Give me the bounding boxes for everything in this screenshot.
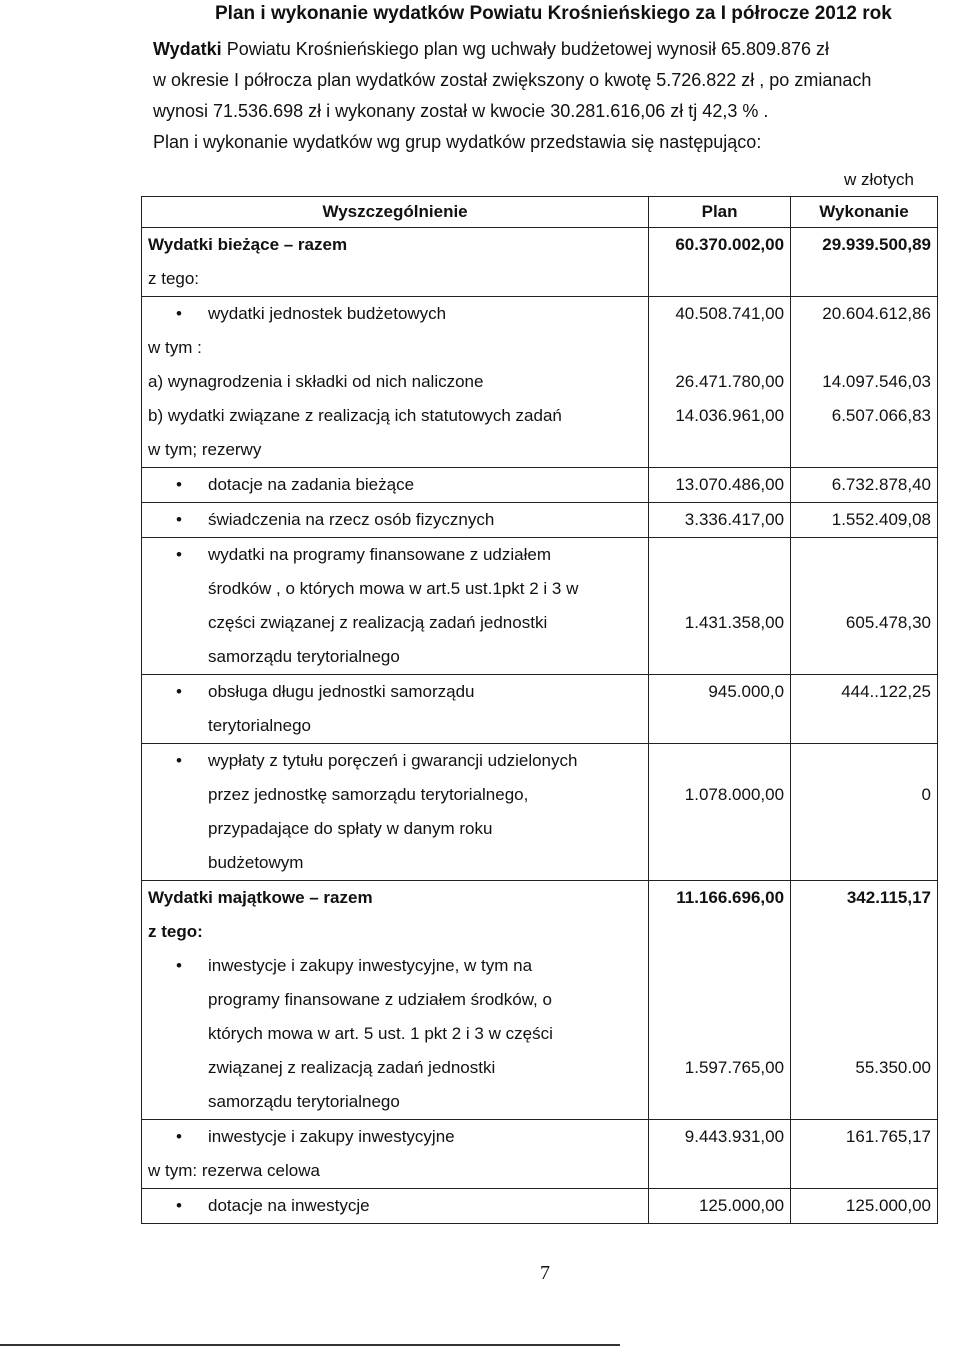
cell-plan: 9.443.931,00 xyxy=(649,1120,791,1189)
table-row xyxy=(142,503,938,538)
table-row xyxy=(142,1189,938,1224)
cell-plan: 945.000,0 xyxy=(649,675,791,744)
capital-total-execution: 342.115,17 xyxy=(791,881,938,950)
intro-line-3: wynosi 71.536.698 zł i wykonany został w kwocie 30.281.616,06 zł tj 42,3 % . xyxy=(153,101,769,121)
intro-text xyxy=(153,34,958,158)
list-item: • wypłaty z tytułu poręczeń i gwarancji udzielonych przez jednostkę samorządu terytorialnego, przypadające do spłaty w danym roku budżetowym xyxy=(148,744,642,880)
cell-execution: 14.097.546,03 xyxy=(791,365,938,399)
header-plan: Plan xyxy=(649,197,791,228)
table-row xyxy=(142,228,938,297)
w-tym-label: w tym : xyxy=(148,338,202,357)
table-row xyxy=(142,538,938,675)
bullet-icon: • xyxy=(176,682,182,701)
list-item: • inwestycje i zakupy inwestycyjne xyxy=(148,1120,642,1154)
table-row xyxy=(142,744,938,881)
cell-plan: 1.597.765,00 xyxy=(649,949,791,1120)
cell-plan: 1.431.358,00 xyxy=(649,538,791,675)
bullet-icon: • xyxy=(176,475,182,494)
page-number: 7 xyxy=(540,1262,550,1284)
cell-plan: 40.508.741,00 xyxy=(649,297,791,366)
intro-line-2: w okresie I półrocza plan wydatków został zwiększony o kwotę 5.726.822 zł , po zmianach xyxy=(153,70,872,90)
intro-line-1: Wydatki Powiatu Krośnieńskiego plan wg uchwały budżetowej wynosił 65.809.876 zł xyxy=(153,39,830,59)
cell-plan: 125.000,00 xyxy=(649,1189,791,1224)
intro-line-4: Plan i wykonanie wydatków wg grup wydatków przedstawia się następująco: xyxy=(153,132,762,152)
bullet-icon: • xyxy=(176,1127,182,1146)
capital-total-label: Wydatki majątkowe – razem xyxy=(148,888,373,907)
current-total-label: Wydatki bieżące – razem xyxy=(148,235,348,254)
table-row xyxy=(142,399,938,468)
list-item: • wydatki na programy finansowane z udziałem środków , o których mowa w art.5 ust.1pkt 2 i 3 w części związanej z realizacją zadań jednostki samorządu terytorialnego xyxy=(148,538,642,674)
header-description: Wyszczególnienie xyxy=(142,197,649,228)
cell-execution: 125.000,00 xyxy=(791,1189,938,1224)
list-item: • dotacje na inwestycje xyxy=(148,1189,642,1223)
cell-plan: 3.336.417,00 xyxy=(649,503,791,538)
list-item: • inwestycje i zakupy inwestycyjne, w tym na programy finansowane z udziałem środków, o których mowa w art. 5 ust. 1 pkt 2 i 3 w części związanej z realizacją zadań jednostki samorządu terytorialnego xyxy=(148,949,642,1119)
cell-execution: 605.478,30 xyxy=(791,538,938,675)
header-execution: Wykonanie xyxy=(791,197,938,228)
list-item: • wydatki jednostek budżetowych xyxy=(148,297,642,331)
salaries-label: a) wynagrodzenia i składki od nich naliczone xyxy=(148,372,484,391)
current-total-plan: 60.370.002,00 xyxy=(649,228,791,297)
table-row xyxy=(142,468,938,503)
bullet-icon: • xyxy=(176,1196,182,1215)
table-row xyxy=(142,675,938,744)
table-row xyxy=(142,297,938,366)
cell-execution: 55.350.00 xyxy=(791,949,938,1120)
cell-execution: 6.507.066,83 xyxy=(791,399,938,468)
table-row xyxy=(142,1120,938,1189)
expenditure-table xyxy=(141,196,938,1224)
cell-execution: 444..122,25 xyxy=(791,675,938,744)
table-row xyxy=(142,949,938,1120)
list-item: • świadczenia na rzecz osób fizycznych xyxy=(148,503,642,537)
cell-execution: 0 xyxy=(791,744,938,881)
cell-plan: 13.070.486,00 xyxy=(649,468,791,503)
cell-plan: 1.078.000,00 xyxy=(649,744,791,881)
cell-plan: 14.036.961,00 xyxy=(649,399,791,468)
list-item: • obsługa długu jednostki samorządu terytorialnego xyxy=(148,675,642,743)
table-row xyxy=(142,365,938,399)
unit-label: w złotych xyxy=(844,170,914,189)
statutory-tasks-label: b) wydatki związane z realizacją ich statutowych zadań xyxy=(148,406,562,425)
cell-execution: 6.732.878,40 xyxy=(791,468,938,503)
bullet-icon: • xyxy=(176,304,182,323)
bullet-icon: • xyxy=(176,545,182,564)
cell-execution: 161.765,17 xyxy=(791,1120,938,1189)
bullet-icon: • xyxy=(176,956,182,975)
reserves-label: w tym; rezerwy xyxy=(148,440,262,459)
reserve-label: w tym: rezerwa celowa xyxy=(148,1161,320,1180)
footer-divider xyxy=(0,1344,620,1346)
cell-plan: 26.471.780,00 xyxy=(649,365,791,399)
bullet-icon: • xyxy=(176,751,182,770)
capital-total-plan: 11.166.696,00 xyxy=(649,881,791,950)
z-tego-label: z tego: xyxy=(148,269,200,288)
cell-execution: 1.552.409,08 xyxy=(791,503,938,538)
table-row xyxy=(142,881,938,950)
document-title: Plan i wykonanie wydatków Powiatu Krośnieńskiego za I półrocze 2012 rok xyxy=(215,3,892,24)
list-item: • dotacje na zadania bieżące xyxy=(148,468,642,502)
table-header-row xyxy=(142,197,938,228)
cell-execution: 20.604.612,86 xyxy=(791,297,938,366)
current-total-execution: 29.939.500,89 xyxy=(791,228,938,297)
bullet-icon: • xyxy=(176,510,182,529)
z-tego-label: z tego: xyxy=(148,922,203,941)
